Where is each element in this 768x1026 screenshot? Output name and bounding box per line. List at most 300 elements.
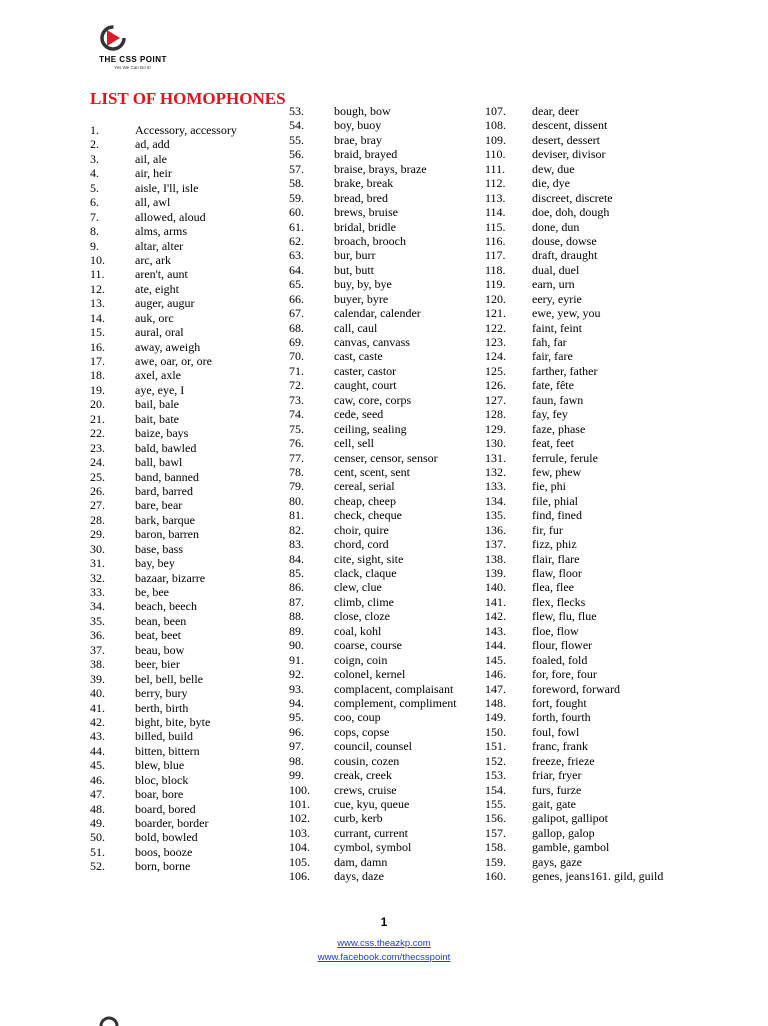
homophone-words: foaled, fold <box>532 652 588 667</box>
homophone-words: caught, court <box>334 378 397 393</box>
item-number: 73. <box>289 392 304 407</box>
item-number: 9. <box>90 238 99 253</box>
homophone-words: baron, barren <box>135 527 199 542</box>
item-number: 77. <box>289 450 304 465</box>
homophone-words: berth, birth <box>135 700 189 715</box>
homophone-words: close, cloze <box>334 609 390 624</box>
homophone-words: discreet, discrete <box>532 190 613 205</box>
item-number: 21. <box>90 411 105 426</box>
item-number: 102. <box>289 811 310 826</box>
homophone-words: bazaar, bizarre <box>135 570 206 585</box>
homophone-words: but, butt <box>334 262 375 277</box>
item-number: 52. <box>90 859 105 874</box>
homophone-words: cheap, cheep <box>334 493 396 508</box>
item-number: 141. <box>485 594 506 609</box>
item-number: 6. <box>90 195 99 210</box>
item-number: 147. <box>485 681 506 696</box>
homophone-words: auger, augur <box>135 296 195 311</box>
homophone-words: baize, bays <box>135 426 189 441</box>
item-number: 113. <box>485 190 506 205</box>
item-number: 134. <box>485 493 506 508</box>
item-number: 50. <box>90 830 105 845</box>
item-number: 82. <box>289 522 304 537</box>
page-number: 1 <box>380 915 388 929</box>
item-number: 115. <box>485 219 506 234</box>
item-number: 89. <box>289 623 304 638</box>
homophone-words: board, bored <box>135 801 196 816</box>
item-number: 127. <box>485 392 506 407</box>
homophone-words: bare, bear <box>135 498 183 513</box>
homophone-words: cite, sight, site <box>334 551 404 566</box>
item-number: 45. <box>90 758 105 773</box>
item-number: 146. <box>485 667 506 682</box>
homophone-words: fay, fey <box>532 407 568 422</box>
item-number: 27. <box>90 498 105 513</box>
homophone-words: beau, bow <box>135 642 185 657</box>
item-number: 37. <box>90 642 105 657</box>
item-number: 57. <box>289 161 304 176</box>
homophone-words: deviser, divisor <box>532 147 606 162</box>
item-number: 32. <box>90 570 105 585</box>
item-number: 30. <box>90 541 105 556</box>
item-number: 108. <box>485 118 506 133</box>
homophone-words: cast, caste <box>334 349 383 364</box>
homophone-words: ball, bawl <box>135 455 183 470</box>
homophone-words: gays, gaze <box>532 854 582 869</box>
item-number: 150. <box>485 724 506 739</box>
homophone-words: done, dun <box>532 219 580 234</box>
item-number: 17. <box>90 354 105 368</box>
homophone-words: billed, build <box>135 729 193 744</box>
homophone-words: cede, seed <box>334 407 384 422</box>
homophone-words: coign, coin <box>334 652 388 667</box>
item-number: 155. <box>485 797 506 811</box>
homophone-words: crews, cruise <box>334 782 397 797</box>
homophone-words: bail, bale <box>135 397 179 412</box>
homophone-words: draft, draught <box>532 248 598 263</box>
homophone-words: band, banned <box>135 469 199 484</box>
item-number: 154. <box>485 782 506 797</box>
item-number: 69. <box>289 335 304 349</box>
item-number: 25. <box>90 469 105 484</box>
item-number: 156. <box>485 811 506 826</box>
item-number: 5. <box>90 180 99 195</box>
homophone-words: cymbol, symbol <box>334 840 412 855</box>
item-number: 34. <box>90 599 105 614</box>
item-number: 53. <box>289 104 304 118</box>
item-number: 22. <box>90 426 105 441</box>
item-number: 29. <box>90 527 105 542</box>
logo-tagline: Yes We Can Do It! <box>114 65 151 70</box>
item-number: 122. <box>485 320 506 335</box>
item-number: 61. <box>289 219 304 234</box>
item-number: 78. <box>289 464 304 479</box>
item-number: 85. <box>289 566 304 580</box>
homophone-words: berry, bury <box>135 686 188 701</box>
item-number: 151. <box>485 739 506 754</box>
homophone-words: flaw, floor <box>532 566 582 580</box>
item-number: 67. <box>289 306 304 321</box>
item-number: 8. <box>90 224 99 239</box>
homophone-words: complacent, complaisant <box>334 681 454 696</box>
item-number: 16. <box>90 339 105 354</box>
homophone-words: dew, due <box>532 161 575 176</box>
homophone-words: faze, phase <box>532 421 586 436</box>
item-number: 160. <box>485 869 506 884</box>
item-number: 12. <box>90 281 105 296</box>
item-number: 55. <box>289 132 304 147</box>
item-number: 119. <box>485 277 506 292</box>
item-number: 135. <box>485 508 506 523</box>
item-number: 112. <box>485 176 506 191</box>
item-number: 39. <box>90 671 105 686</box>
homophone-words: away, aweigh <box>135 339 201 354</box>
item-number: 120. <box>485 291 506 306</box>
homophone-words: bitten, bittern <box>135 743 200 758</box>
homophone-words: gallop, galop <box>532 825 595 840</box>
item-number: 149. <box>485 710 506 725</box>
homophone-words: doe, doh, dough <box>532 205 610 220</box>
item-number: 105. <box>289 854 310 869</box>
homophone-words: ceiling, sealing <box>334 421 407 436</box>
homophone-words: be, bee <box>135 585 169 599</box>
homophone-words: colonel, kernel <box>334 667 406 682</box>
item-number: 59. <box>289 190 304 205</box>
homophone-words: censer, censor, sensor <box>334 450 438 465</box>
item-number: 90. <box>289 638 304 653</box>
item-number: 129. <box>485 421 506 436</box>
css-point-logo-icon <box>96 24 130 56</box>
homophone-words: descent, dissent <box>532 118 608 133</box>
item-number: 15. <box>90 325 105 340</box>
homophone-words: chord, cord <box>334 537 389 552</box>
item-number: 100. <box>289 782 310 797</box>
logo-name: THE CSS POINT <box>99 55 167 64</box>
homophone-words: bight, bite, byte <box>135 714 211 729</box>
homophone-words: cereal, serial <box>334 479 395 494</box>
homophone-words: foreword, forward <box>532 681 620 696</box>
homophone-words: for, fore, four <box>532 667 597 682</box>
homophone-words: fort, fought <box>532 695 587 710</box>
item-number: 148. <box>485 695 506 710</box>
homophone-words: base, bass <box>135 541 183 556</box>
homophone-words: die, dye <box>532 176 570 191</box>
item-number: 56. <box>289 147 304 162</box>
homophone-words: allowed, aloud <box>135 209 206 224</box>
item-number: 24. <box>90 455 105 470</box>
item-number: 31. <box>90 556 105 571</box>
homophone-words: canvas, canvass <box>334 335 410 349</box>
homophone-words: aisle, I'll, isle <box>135 180 199 195</box>
item-number: 18. <box>90 368 105 383</box>
item-number: 3. <box>90 151 99 166</box>
item-number: 68. <box>289 320 304 335</box>
homophone-words: beach, beech <box>135 599 197 614</box>
homophone-words: creak, creek <box>334 768 392 783</box>
item-number: 72. <box>289 378 304 393</box>
item-number: 84. <box>289 551 304 566</box>
homophone-words: fair, fare <box>532 349 573 364</box>
item-number: 14. <box>90 310 105 325</box>
homophone-words: ate, eight <box>135 281 179 296</box>
item-number: 131. <box>485 450 506 465</box>
item-number: 70. <box>289 349 304 364</box>
item-number: 49. <box>90 816 105 830</box>
homophone-words: bel, bell, belle <box>135 671 203 686</box>
item-number: 140. <box>485 580 506 595</box>
item-number: 65. <box>289 277 304 292</box>
homophone-words: flour, flower <box>532 638 593 653</box>
homophone-words: forth, fourth <box>532 710 591 725</box>
item-number: 123. <box>485 335 506 349</box>
homophone-words: dual, duel <box>532 262 580 277</box>
item-number: 63. <box>289 248 304 263</box>
homophone-words: brae, bray <box>334 132 382 147</box>
item-number: 33. <box>90 585 105 599</box>
item-number: 142. <box>485 609 506 624</box>
website-link[interactable]: www.css.theazkp.com <box>337 938 431 949</box>
item-number: 43. <box>90 729 105 744</box>
item-number: 116. <box>485 233 506 248</box>
item-number: 152. <box>485 753 506 768</box>
homophone-words: cell, sell <box>334 436 374 451</box>
homophone-words: coal, kohl <box>334 623 382 638</box>
item-number: 136. <box>485 522 506 537</box>
homophone-words: dam, damn <box>334 854 388 869</box>
item-number: 10. <box>90 252 105 267</box>
item-number: 54. <box>289 118 304 133</box>
homophone-words: cousin, cozen <box>334 753 400 768</box>
homophone-words: bean, been <box>135 613 187 628</box>
homophone-words: boarder, border <box>135 816 209 830</box>
item-number: 19. <box>90 382 105 397</box>
homophone-words: brake, break <box>334 176 394 191</box>
item-number: 98. <box>289 753 304 768</box>
homophone-words: fah, far <box>532 335 567 349</box>
item-number: 126. <box>485 378 506 393</box>
item-number: 96. <box>289 724 304 739</box>
item-number: 153. <box>485 768 506 783</box>
homophone-words: brews, bruise <box>334 205 398 220</box>
homophone-words: ad, add <box>135 137 170 152</box>
item-number: 88. <box>289 609 304 624</box>
homophone-words: bur, burr <box>334 248 376 263</box>
homophone-words: bald, bawled <box>135 440 197 455</box>
item-number: 94. <box>289 695 304 710</box>
homophone-words: check, cheque <box>334 508 402 523</box>
item-number: 110. <box>485 147 506 162</box>
homophone-words: caster, castor <box>334 363 397 378</box>
item-number: 121. <box>485 306 506 321</box>
homophone-words: choir, quire <box>334 522 389 537</box>
item-number: 111. <box>485 161 506 176</box>
item-number: 133. <box>485 479 506 494</box>
facebook-link[interactable]: www.facebook.com/thecsspoint <box>317 952 451 963</box>
homophone-words: floe, flow <box>532 623 579 638</box>
homophone-words: few, phew <box>532 464 582 479</box>
item-number: 62. <box>289 233 304 248</box>
homophone-words: find, fined <box>532 508 582 523</box>
homophone-words: beat, beet <box>135 628 181 643</box>
page-title: LIST OF HOMOPHONES <box>90 89 286 108</box>
item-number: 66. <box>289 291 304 306</box>
item-number: 109. <box>485 132 506 147</box>
homophone-words: franc, frank <box>532 739 588 754</box>
item-number: 144. <box>485 638 506 653</box>
homophone-words: buyer, byre <box>334 291 389 306</box>
homophone-words: bread, bred <box>334 190 388 205</box>
homophone-words: bough, bow <box>334 104 391 118</box>
item-number: 76. <box>289 436 304 451</box>
item-number: 79. <box>289 479 304 494</box>
homophone-words: fir, fur <box>532 522 563 537</box>
logo <box>88 24 178 74</box>
homophone-words: file, phial <box>532 493 578 508</box>
homophone-words: aren't, aunt <box>135 267 188 282</box>
item-number: 118. <box>485 262 506 277</box>
item-number: 145. <box>485 652 506 667</box>
homophone-words: fie, phi <box>532 479 566 494</box>
homophone-words: coo, coup <box>334 710 381 725</box>
item-number: 13. <box>90 296 105 311</box>
homophone-words: eery, eyrie <box>532 291 582 306</box>
homophone-words: earn, urn <box>532 277 575 292</box>
item-number: 143. <box>485 623 506 638</box>
homophone-words: air, heir <box>135 166 172 181</box>
item-number: 130. <box>485 436 506 451</box>
homophone-words: foul, fowl <box>532 724 580 739</box>
item-number: 86. <box>289 580 304 595</box>
item-number: 48. <box>90 801 105 816</box>
item-number: 95. <box>289 710 304 725</box>
homophone-words: bard, barred <box>135 483 193 498</box>
homophone-words: bait, bate <box>135 411 179 426</box>
homophone-words: flew, flu, flue <box>532 609 597 624</box>
item-number: 38. <box>90 657 105 672</box>
homophone-words: farther, father <box>532 363 598 378</box>
item-number: 41. <box>90 700 105 715</box>
item-number: 81. <box>289 508 304 523</box>
homophone-words: flair, flare <box>532 551 580 566</box>
homophone-words: boos, booze <box>135 844 193 859</box>
homophone-words: ewe, yew, you <box>532 306 601 321</box>
item-number: 128. <box>485 407 506 422</box>
homophone-words: aye, eye, I <box>135 382 185 397</box>
homophone-words: auk, orc <box>135 310 174 325</box>
logo-fragment-icon <box>98 1016 120 1026</box>
item-number: 92. <box>289 667 304 682</box>
item-number: 114. <box>485 205 506 220</box>
homophone-words: faint, feint <box>532 320 582 335</box>
homophone-words: ail, ale <box>135 151 167 166</box>
item-number: 117. <box>485 248 506 263</box>
homophone-words: faun, fawn <box>532 392 584 407</box>
homophone-words: freeze, frieze <box>532 753 595 768</box>
homophone-words: gamble, gambol <box>532 840 610 855</box>
homophone-words: galipot, gallipot <box>532 811 608 826</box>
item-number: 97. <box>289 739 304 754</box>
homophone-words: calendar, calender <box>334 306 421 321</box>
homophone-words: climb, clime <box>334 594 394 609</box>
homophone-words: aural, oral <box>135 325 184 340</box>
homophone-words: flea, flee <box>532 580 574 595</box>
homophone-words: bark, barque <box>135 512 195 527</box>
item-number: 103. <box>289 825 310 840</box>
item-number: 106. <box>289 869 310 884</box>
homophone-words: caw, core, corps <box>334 392 412 407</box>
item-number: 87. <box>289 594 304 609</box>
item-number: 51. <box>90 844 105 859</box>
homophone-words: complement, compliment <box>334 695 457 710</box>
homophone-words: council, counsel <box>334 739 412 754</box>
item-number: 74. <box>289 407 304 422</box>
homophone-words: braise, brays, braze <box>334 161 427 176</box>
homophone-words: awe, oar, or, ore <box>135 354 212 368</box>
homophone-words: feat, feet <box>532 436 574 451</box>
homophone-words: blew, blue <box>135 758 185 773</box>
item-number: 36. <box>90 628 105 643</box>
homophone-words: dear, deer <box>532 104 579 118</box>
homophone-words: bold, bowled <box>135 830 198 845</box>
homophone-words: call, caul <box>334 320 378 335</box>
item-number: 11. <box>90 267 105 282</box>
item-number: 99. <box>289 768 304 783</box>
homophone-words: beer, bier <box>135 657 180 672</box>
homophone-words: gait, gate <box>532 797 576 811</box>
item-number: 139. <box>485 566 506 580</box>
item-number: 40. <box>90 686 105 701</box>
homophone-words: broach, brooch <box>334 233 406 248</box>
homophone-words: furs, furze <box>532 782 582 797</box>
item-number: 107. <box>485 104 506 118</box>
homophone-words: bridal, bridle <box>334 219 396 234</box>
item-number: 71. <box>289 363 304 378</box>
item-number: 124. <box>485 349 506 364</box>
homophone-words: friar, fryer <box>532 768 582 783</box>
item-number: 26. <box>90 483 105 498</box>
item-number: 28. <box>90 512 105 527</box>
homophone-words: clew, clue <box>334 580 382 595</box>
homophone-words: days, daze <box>334 869 384 884</box>
homophone-words: Accessory, accessory <box>135 123 237 137</box>
item-number: 138. <box>485 551 506 566</box>
item-number: 104. <box>289 840 310 855</box>
item-number: 44. <box>90 743 105 758</box>
homophone-words: axel, axle <box>135 368 181 383</box>
homophone-words: boy, buoy <box>334 118 382 133</box>
homophone-words: ferrule, ferule <box>532 450 598 465</box>
homophone-words: coarse, course <box>334 638 402 653</box>
item-number: 60. <box>289 205 304 220</box>
item-number: 101. <box>289 797 310 811</box>
item-number: 80. <box>289 493 304 508</box>
item-number: 23. <box>90 440 105 455</box>
homophone-words: bloc, block <box>135 772 189 787</box>
homophone-words: genes, jeans161. gild, guild <box>532 869 664 884</box>
item-number: 4. <box>90 166 99 181</box>
homophone-words: flex, flecks <box>532 594 586 609</box>
homophone-words: arc, ark <box>135 252 171 267</box>
item-number: 35. <box>90 613 105 628</box>
item-number: 137. <box>485 537 506 552</box>
homophone-words: desert, dessert <box>532 132 600 147</box>
item-number: 158. <box>485 840 506 855</box>
homophone-words: buy, by, bye <box>334 277 392 292</box>
item-number: 42. <box>90 714 105 729</box>
homophone-words: fate, fête <box>532 378 574 393</box>
item-number: 20. <box>90 397 105 412</box>
homophone-words: braid, brayed <box>334 147 398 162</box>
